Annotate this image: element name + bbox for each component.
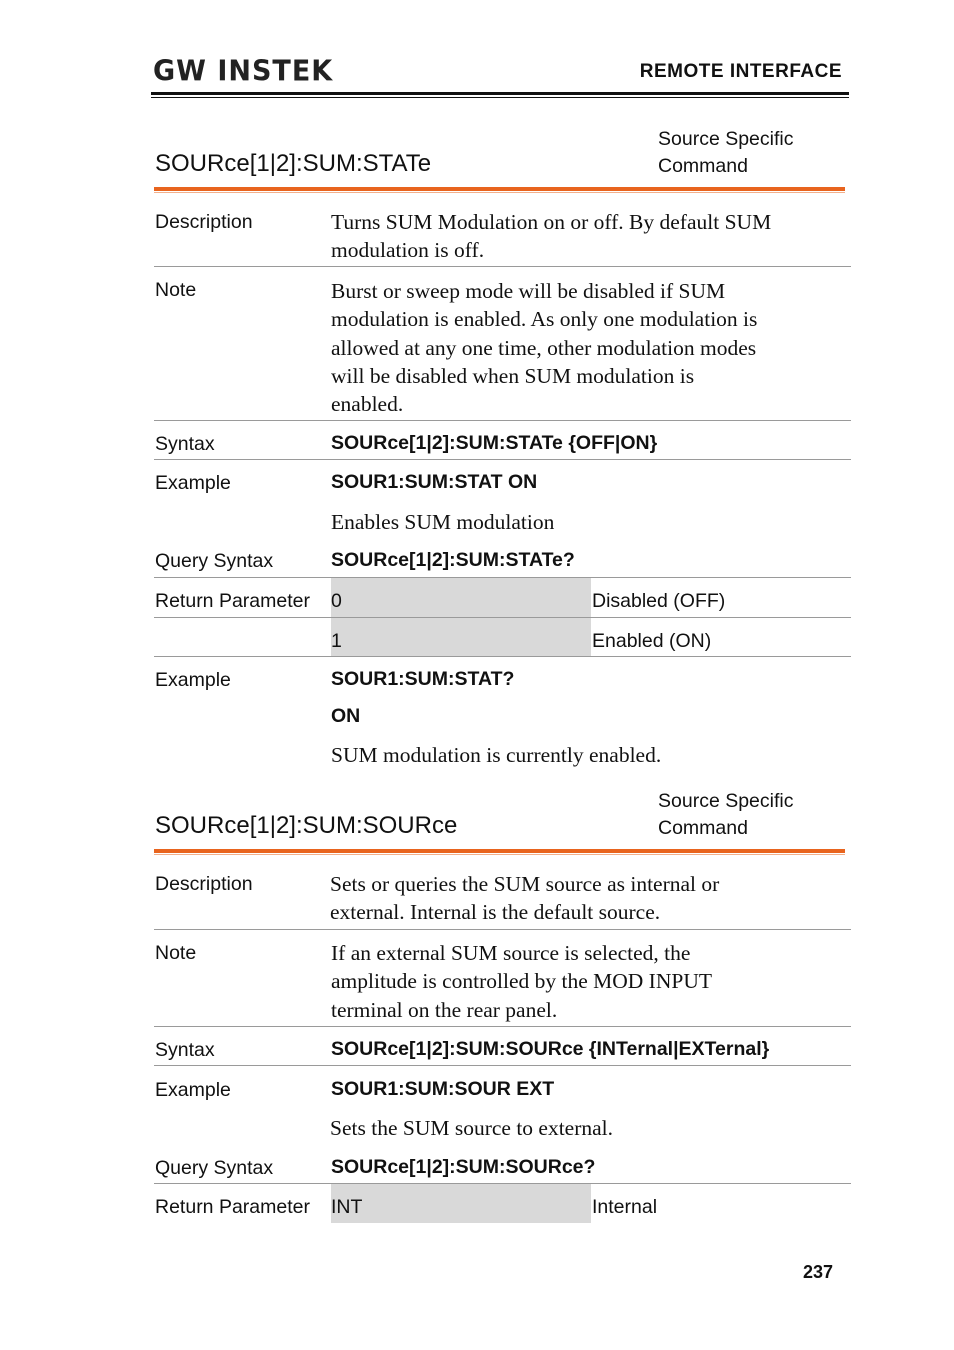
note-line: enabled. xyxy=(331,392,404,417)
description-line: modulation is off. xyxy=(331,238,485,263)
example-label: Example xyxy=(155,1079,231,1101)
title-underline-shadow xyxy=(154,192,845,193)
syntax-value: SOURce[1|2]:SUM:SOURce {INTernal|EXTernal} xyxy=(331,1038,770,1060)
command-type-line: Source Specific xyxy=(658,128,794,150)
description-text xyxy=(330,870,719,927)
row-divider xyxy=(154,459,851,460)
command-title: SOURce[1|2]:SUM:STATe xyxy=(155,150,432,177)
row-divider xyxy=(154,266,851,267)
description-line: external. Internal is the default source. xyxy=(330,900,661,925)
note-label: Note xyxy=(155,942,197,964)
example-label: Example xyxy=(155,669,231,691)
note-label: Note xyxy=(155,279,197,301)
title-underline xyxy=(154,187,845,191)
return-value: 1 xyxy=(331,630,342,652)
description-text xyxy=(331,208,771,265)
example-description: Enables SUM modulation xyxy=(331,510,555,534)
return-value: 0 xyxy=(331,590,342,612)
note-line: modulation is enabled. As only one modulation is xyxy=(331,307,758,332)
command-type-line: Command xyxy=(658,817,748,839)
command-type-line: Source Specific xyxy=(658,790,794,812)
note-line: amplitude is controlled by the MOD INPUT xyxy=(331,969,712,994)
description-line: Sets or queries the SUM source as internal or xyxy=(330,872,720,896)
return-meaning: Enabled (ON) xyxy=(592,630,712,652)
example-query: SOUR1:SUM:STAT? xyxy=(331,668,515,690)
note-line: allowed at any one time, other modulation modes xyxy=(331,335,757,360)
return-parameter-label: Return Parameter xyxy=(155,1196,310,1218)
header-rule xyxy=(151,92,849,95)
return-meaning: Disabled (OFF) xyxy=(592,590,726,612)
gw-instek-logo: GW INSTEK xyxy=(153,55,334,88)
return-value-cell xyxy=(331,1184,591,1223)
example-command: SOUR1:SUM:SOUR EXT xyxy=(331,1078,555,1100)
query-syntax-label: Query Syntax xyxy=(155,1157,274,1179)
note-line: terminal on the rear panel. xyxy=(331,997,558,1022)
page-number: 237 xyxy=(803,1262,834,1282)
return-value: INT xyxy=(331,1196,363,1218)
row-divider xyxy=(154,656,851,657)
return-parameter-label: Return Parameter xyxy=(155,590,310,612)
description-label: Description xyxy=(155,873,253,895)
return-meaning: Internal xyxy=(592,1196,658,1218)
command-type-line: Command xyxy=(658,155,748,177)
syntax-label: Syntax xyxy=(155,433,215,455)
section-title: REMOTE INTERFACE xyxy=(639,61,842,82)
query-syntax-value: SOURce[1|2]:SUM:SOURce? xyxy=(331,1156,596,1178)
return-value-cell xyxy=(331,578,591,617)
header-rule-thin xyxy=(151,97,849,98)
command-type xyxy=(658,126,793,180)
command-type xyxy=(658,788,793,842)
title-underline-shadow xyxy=(154,854,845,855)
note-line: will be disabled when SUM modulation is xyxy=(331,363,695,388)
description-line: Turns SUM Modulation on or off. By default SUM xyxy=(331,210,772,234)
return-value-cell xyxy=(331,618,591,657)
title-underline xyxy=(154,849,845,853)
example-command: SOUR1:SUM:STAT ON xyxy=(331,471,538,493)
syntax-label: Syntax xyxy=(155,1039,215,1061)
row-divider xyxy=(154,929,851,930)
command-title: SOURce[1|2]:SUM:SOURce xyxy=(155,812,458,839)
syntax-value: SOURce[1|2]:SUM:STATe {OFF|ON} xyxy=(331,432,658,454)
query-syntax-value: SOURce[1|2]:SUM:STATe? xyxy=(331,549,575,571)
row-divider xyxy=(154,420,851,421)
note-line: Burst or sweep mode will be disabled if SUM xyxy=(331,279,726,303)
row-divider xyxy=(154,1065,851,1066)
example-response: ON xyxy=(331,705,361,727)
query-syntax-label: Query Syntax xyxy=(155,550,274,572)
note-text xyxy=(331,939,712,1024)
example-label: Example xyxy=(155,472,231,494)
example-description: SUM modulation is currently enabled. xyxy=(331,743,662,767)
example-description: Sets the SUM source to external. xyxy=(330,1116,614,1140)
row-divider xyxy=(154,1026,851,1027)
description-label: Description xyxy=(155,211,253,233)
note-line: If an external SUM source is selected, the xyxy=(331,941,691,965)
note-text xyxy=(331,277,757,418)
